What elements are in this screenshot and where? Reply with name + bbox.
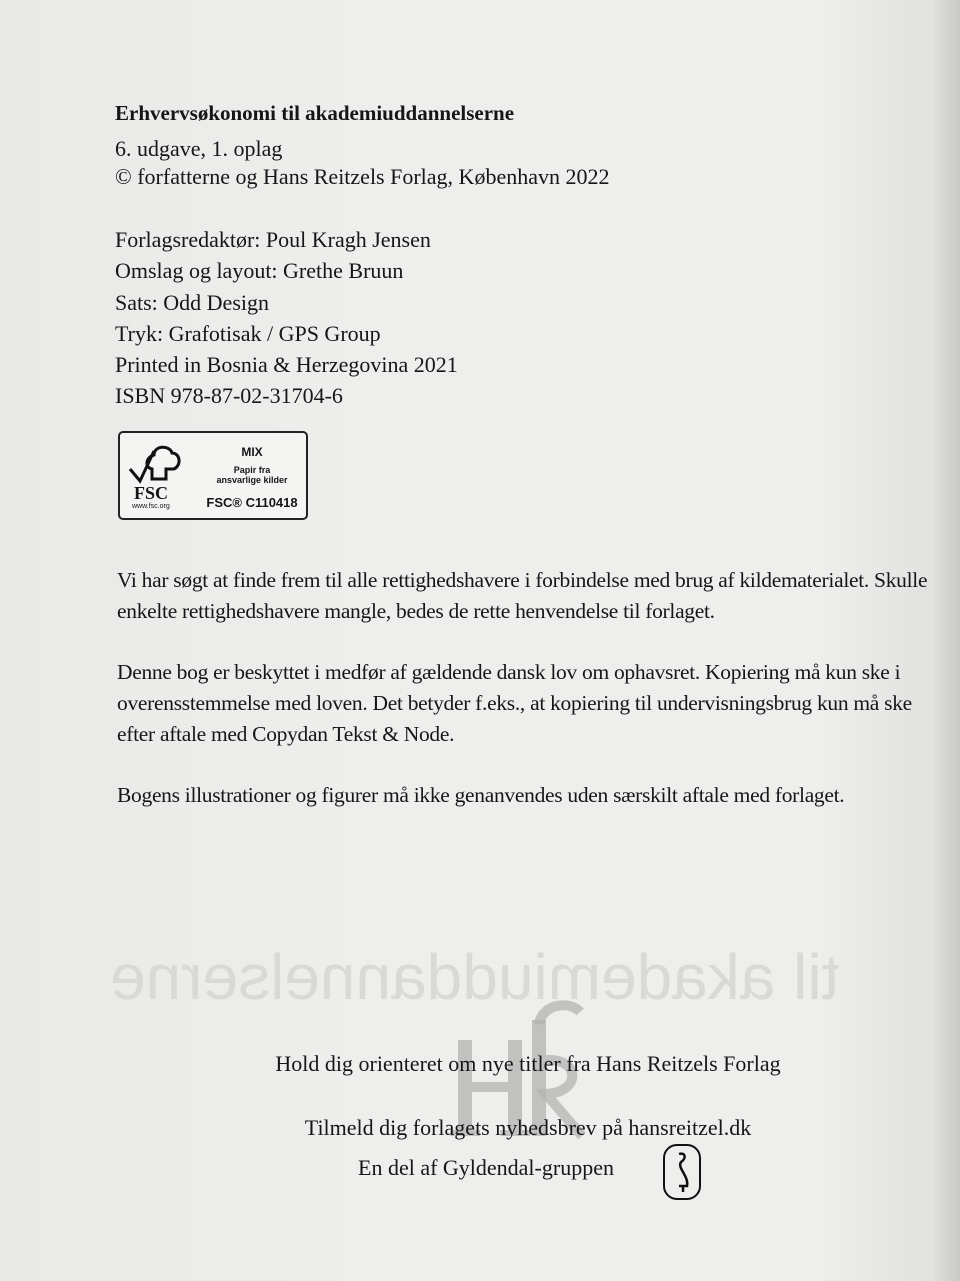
fsc-logo-text: FSC (134, 483, 169, 503)
fsc-code: FSC® C110418 (206, 495, 298, 510)
fsc-mix: MIX (241, 445, 263, 459)
printer: Tryk: Grafotisak / GPS Group (115, 321, 381, 346)
fsc-url: www.fsc.org (132, 503, 170, 510)
footer-line-1: Hold dig orienteret om nye titler fra Hans Reitzels Forlag (275, 1051, 781, 1076)
gyldendal-heron-icon (663, 1144, 701, 1200)
isbn: ISBN 978-87-02-31704-6 (115, 383, 343, 408)
fsc-line1: Papir fra (233, 465, 271, 475)
printed-in: Printed in Bosnia & Herzegovina 2021 (115, 352, 458, 377)
footer-line-3: En del af Gyldendal-gruppen (358, 1155, 614, 1180)
notice-paragraphs (117, 565, 947, 841)
illustrations-paragraph: Bogens illustrationer og figurer må ikke genanvendes uden særskilt aftale med forlaget. (117, 783, 845, 807)
footer-line-2: Tilmeld dig forlagets nyhedsbrev på hansreitzel.dk (304, 1115, 752, 1140)
edition: 6. udgave, 1. oplag (115, 136, 283, 161)
typesetting: Sats: Odd Design (115, 290, 269, 315)
fsc-tree-icon (126, 439, 184, 485)
copyright-paragraph: Denne bog er beskyttet i medfør af gældende dansk lov om ophavsret. Kopiering må kun ske i overensstemmelse med loven. Det betyder f.eks., at kopiering til undervisningsbrug kun må ske efter aftale med Copydan Tekst & Node. (117, 660, 912, 746)
cover-layout: Omslag og layout: Grethe Bruun (115, 258, 404, 283)
rights-paragraph: Vi har søgt at finde frem til alle rettighedshavere i forbindelse med brug af kildematerialet. Skulle enkelte rettighedshavere mangle, bedes de rette henvendelse til forlaget. (117, 568, 928, 623)
show-through-text: til akademiuddannelserne (110, 941, 840, 1013)
copyright: © forfatterne og Hans Reitzels Forlag, København 2022 (115, 164, 610, 189)
fsc-label (118, 431, 308, 520)
book-title: Erhvervsøkonomi til akademiuddannelserne (115, 101, 515, 125)
editor: Forlagsredaktør: Poul Kragh Jensen (115, 227, 431, 252)
fsc-line2: ansvarlige kilder (216, 475, 288, 485)
